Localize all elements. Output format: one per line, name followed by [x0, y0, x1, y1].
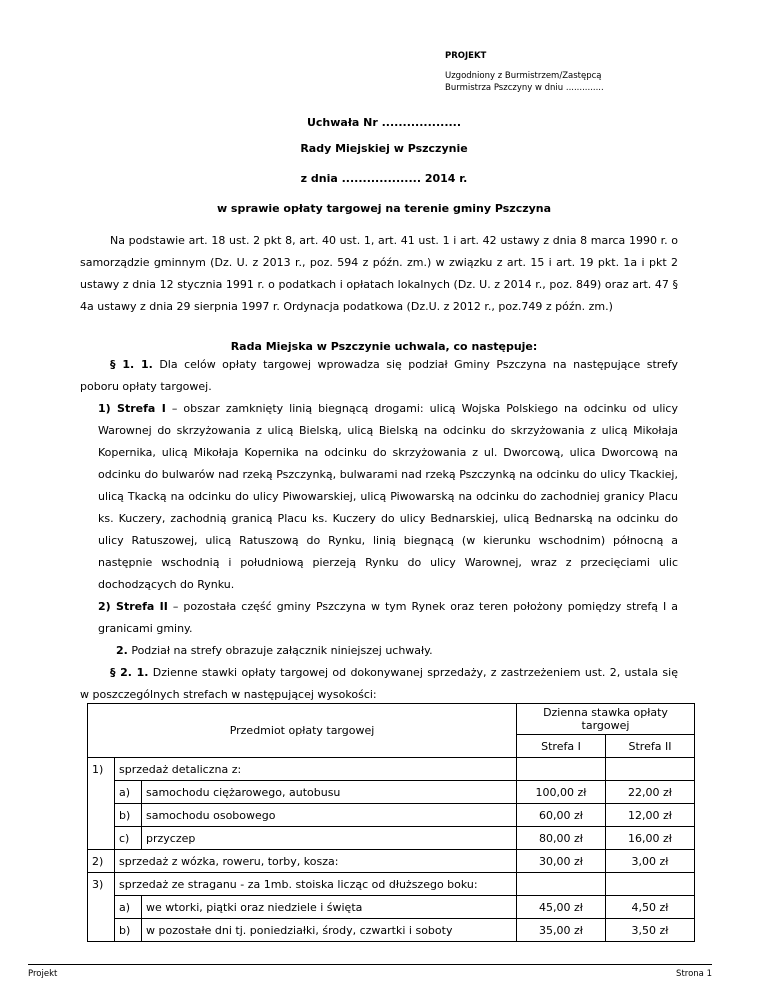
- preamble: Na podstawie art. 18 ust. 2 pkt 8, art. 40 ust. 1, art. 41 ust. 1 i art. 42 ustawy z dnia 8 marca 1990 r. o samorządzie gminnym (Dz. U. z 2013 r., poz. 594 z późn. zm.) w związku z art. 15 i art. 19 pkt. 1a i pkt 2 ustawy z dnia 12 stycznia 1991 r. o podatkach i opłatach lokalnych (Dz. U. z 2014 r., poz. 849) oraz art. 47 § 4a ustawy z dnia 29 sierpnia 1997 r. Ordynacja podatkowa (Dz.U. z 2012 r., poz.749 z późn. zm.): [80, 234, 678, 313]
- paragraph-1-point-2: [116, 640, 678, 662]
- table-row: [88, 781, 695, 804]
- row-label: we wtorki, piątki oraz niedziele i święta: [142, 896, 517, 919]
- row-label: w pozostałe dni tj. poniedziałki, środy, czwartki i soboty: [142, 919, 517, 942]
- row-subletter: b): [115, 804, 142, 827]
- agreement-line-2: Burmistrza Pszczyny w dniu ..............: [445, 83, 604, 93]
- zone-1-rate: 35,00 zł: [517, 919, 606, 942]
- row-label: sprzedaż detaliczna z:: [115, 758, 517, 781]
- row-number: [88, 781, 115, 804]
- zone-2-rate: 3,00 zł: [606, 850, 695, 873]
- zone-1-item: [98, 398, 678, 596]
- row-label: sprzedaż z wózka, roweru, torby, kosza:: [115, 850, 517, 873]
- row-label: przyczep: [142, 827, 517, 850]
- row-subletter: a): [115, 896, 142, 919]
- zone-1-rate: 80,00 zł: [517, 827, 606, 850]
- footer-page-number: Strona 1: [676, 969, 712, 979]
- paragraph-1-intro: [80, 354, 678, 398]
- row-number: 1): [88, 758, 115, 781]
- footer-left: Projekt: [28, 969, 58, 979]
- zone-2-item: [98, 596, 678, 640]
- zone-2-text: – pozostała część gminy Pszczyna w tym Rynek oraz teren położony pomiędzy strefą I a granicami gminy.: [98, 600, 678, 635]
- row-number: [88, 896, 115, 919]
- point-2-label: 2.: [116, 644, 128, 657]
- project-header: [445, 50, 604, 94]
- agreement-line-1: Uzgodniony z Burmistrzem/Zastępcą: [445, 71, 602, 81]
- resolution-subject: w sprawie opłaty targowej na terenie gminy Pszczyna: [216, 202, 552, 215]
- table-row: [88, 804, 695, 827]
- zone-1-header: Strefa I: [517, 735, 606, 758]
- row-subletter: c): [115, 827, 142, 850]
- zone-1-rate: 60,00 zł: [517, 804, 606, 827]
- table-row: [88, 919, 695, 942]
- subject-header: Przedmiot opłaty targowej: [88, 704, 517, 758]
- table-row: [88, 850, 695, 873]
- row-number: [88, 919, 115, 942]
- fee-rows: [88, 758, 695, 942]
- resolves-line: Rada Miejska w Pszczynie uchwala, co następuje:: [230, 340, 538, 353]
- row-subletter: b): [115, 919, 142, 942]
- row-subletter: a): [115, 781, 142, 804]
- zone-2-rate: 16,00 zł: [606, 827, 695, 850]
- zone-1-rate: [517, 758, 606, 781]
- row-number: 3): [88, 873, 115, 896]
- zone-1-rate: 30,00 zł: [517, 850, 606, 873]
- paragraph-2-label: § 2. 1.: [110, 666, 149, 679]
- footer-rule: [28, 964, 712, 965]
- zone-2-rate: [606, 873, 695, 896]
- table-row: [88, 758, 695, 781]
- zone-1-rate: 45,00 zł: [517, 896, 606, 919]
- paragraph-2-text: Dzienne stawki opłaty targowej od dokonywanej sprzedaży, z zastrzeżeniem ust. 2, ustala się w poszczególnych strefach w następującej wysokości:: [80, 666, 678, 701]
- zone-1-rate: 100,00 zł: [517, 781, 606, 804]
- zone-1-rate: [517, 873, 606, 896]
- zone-2-rate: [606, 758, 695, 781]
- paragraph-1-text: Dla celów opłaty targowej wprowadza się podział Gminy Pszczyna na następujące strefy poboru opłaty targowej.: [80, 358, 678, 393]
- resolution-date: z dnia ................... 2014 r.: [300, 172, 468, 185]
- row-label: samochodu ciężarowego, autobusu: [142, 781, 517, 804]
- zone-2-rate: 3,50 zł: [606, 919, 695, 942]
- row-number: [88, 804, 115, 827]
- table-row: [88, 827, 695, 850]
- row-number: [88, 827, 115, 850]
- zone-2-label: 2) Strefa II: [98, 600, 168, 613]
- row-label: samochodu osobowego: [142, 804, 517, 827]
- resolution-number: Uchwała Nr ...................: [306, 116, 462, 129]
- council-name: Rady Miejskiej w Pszczynie: [300, 142, 468, 155]
- paragraph-1-label: § 1. 1.: [110, 358, 153, 371]
- zone-1-text: – obszar zamknięty linią biegnącą drogami: ulicą Wojska Polskiego na odcinku od ulicy Warownej do skrzyżowania z ulicą Bielską, ulicą Bielską na odcinku do skrzyżowania z ulicą Mikołaja Kopernika, ulicą Mikołaja Kopernika na odcinku do skrzyżowania z ul. Dworcową, ulica Dworcową na odcinku do bulwarów nad rzeką Pszczynką, bulwarami nad rzeką Pszczynką na odcinku do ulicy Tkackiej, ulicą Tkacką na odcinku do ulicy Piwowarskiej, ulicą Piwowarską na odcinku do zachodniej granicy Placu ks. Kuczery, zachodnią granicą Placu ks. Kuczery do ulicy Bednarskiej, ulicą Bednarską na odcinku do ulicy Ratuszowej, ulicą Ratuszową do Rynku, linią biegnącą (w kierunku wschodnim) północną a następnie wschodnią i południową pierzeją Rynku do ulicy Warownej, wraz z przecięciami ulic dochodzących do Rynku.: [98, 402, 678, 591]
- zone-2-rate: 12,00 zł: [606, 804, 695, 827]
- table-row: [88, 896, 695, 919]
- paragraph-2-intro: [80, 662, 678, 706]
- table-row: [88, 873, 695, 896]
- fee-table: [87, 703, 695, 942]
- point-2-text: Podział na strefy obrazuje załącznik niniejszej uchwały.: [127, 644, 433, 657]
- zone-2-rate: 22,00 zł: [606, 781, 695, 804]
- zone-1-label: 1) Strefa I: [98, 402, 166, 415]
- rate-header: Dzienna stawka opłaty targowej: [517, 704, 695, 735]
- zone-2-header: Strefa II: [606, 735, 695, 758]
- row-label: sprzedaż ze straganu - za 1mb. stoiska licząc od dłuższego boku:: [115, 873, 517, 896]
- zone-2-rate: 4,50 zł: [606, 896, 695, 919]
- project-label: PROJEKT: [445, 51, 487, 61]
- row-number: 2): [88, 850, 115, 873]
